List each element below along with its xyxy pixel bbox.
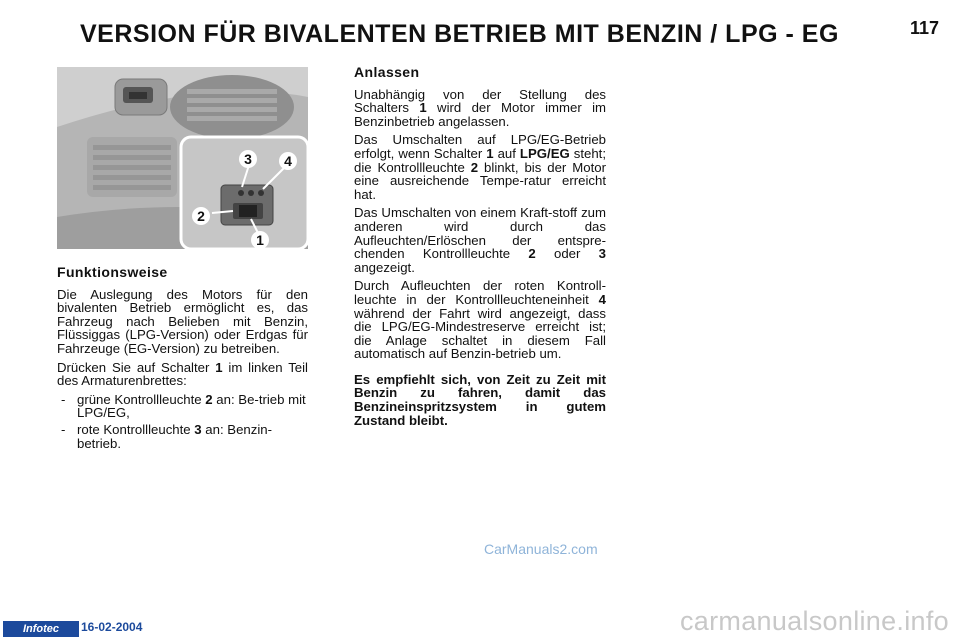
callout-3 <box>239 150 257 168</box>
callout-4-label: 4 <box>284 153 292 169</box>
paragraph: Durch Aufleuchten der roten Kontroll-leuchte in der Kontrollleuchteneinheit 4 während der Fahrt wird angezeigt, dass die LPG/EG-Mindestreserve erreicht ist; die Anlage schaltet in diesem Fall automatisch auf Benzin-betrieb um. <box>354 278 606 362</box>
callout-3-label: 3 <box>244 151 252 167</box>
tip-paragraph: Es empfiehlt sich, von Zeit zu Zeit mit Benzin zu fahren, damit das Benzineinspritzsystem in gutem Zustand bleibt. <box>354 371 606 428</box>
section-heading-anlassen: Anlassen <box>354 64 420 80</box>
infotec-logo: Infotec <box>3 621 79 637</box>
callout-1-label: 1 <box>256 232 264 248</box>
list-item: - rote Kontrollleuchte 3 an: Benzin-betrieb. <box>57 423 308 450</box>
switch-reference: 1 <box>215 359 223 375</box>
paragraph: Unabhängig von der Stellung des Schalters 1 wird der Motor immer im Benzinbetrieb angelassen. <box>354 86 606 129</box>
section-anlassen <box>354 66 606 432</box>
dashboard-illustration <box>57 67 308 249</box>
paragraph: Drücken Sie auf Schalter 1 im linken Teil des Armaturenbrettes: <box>57 359 308 389</box>
page-number: 117 <box>910 18 940 38</box>
paragraph: Das Umschalten von einem Kraft-stoff zum anderen wird durch das Aufleuchten/Erlöschen der entspre-chenden Kontrollleuchte 2 oder 3 angezeigt. <box>354 205 606 275</box>
indicator-list <box>57 393 308 450</box>
footer-site-link[interactable]: carmanualsonline.info <box>680 606 949 636</box>
paragraph: Die Auslegung des Motors für den bivalenten Betrieb ermöglicht es, das Fahrzeug nach Belieben mit Benzin, Flüssiggas (LPG-Version) oder Erdgas für Fahrzeuge (EG-Version) zu betreiben. <box>57 286 308 356</box>
callout-4 <box>279 152 297 170</box>
list-item: - grüne Kontrollleuchte 2 an: Be-trieb mit LPG/EG, <box>57 393 308 420</box>
footer-date: 16-02-2004 <box>81 620 143 634</box>
section-heading-funktionsweise: Funktionsweise <box>57 264 168 280</box>
section-funktionsweise <box>57 266 308 453</box>
callout-2-label: 2 <box>197 208 205 224</box>
watermark-link[interactable]: CarManuals2.com <box>484 541 598 557</box>
callout-1 <box>251 231 269 249</box>
callout-2 <box>192 207 210 225</box>
page-title: VERSION FÜR BIVALENTEN BETRIEB MIT BENZIN / LPG - EG <box>80 20 839 48</box>
dashboard-photo <box>57 67 308 249</box>
paragraph: Das Umschalten auf LPG/EG-Betrieb erfolgt, wenn Schalter 1 auf LPG/EG steht; die Kontrollleuchte 2 blinkt, bis der Motor eine ausreichende Tempe-ratur erreicht hat. <box>354 132 607 202</box>
